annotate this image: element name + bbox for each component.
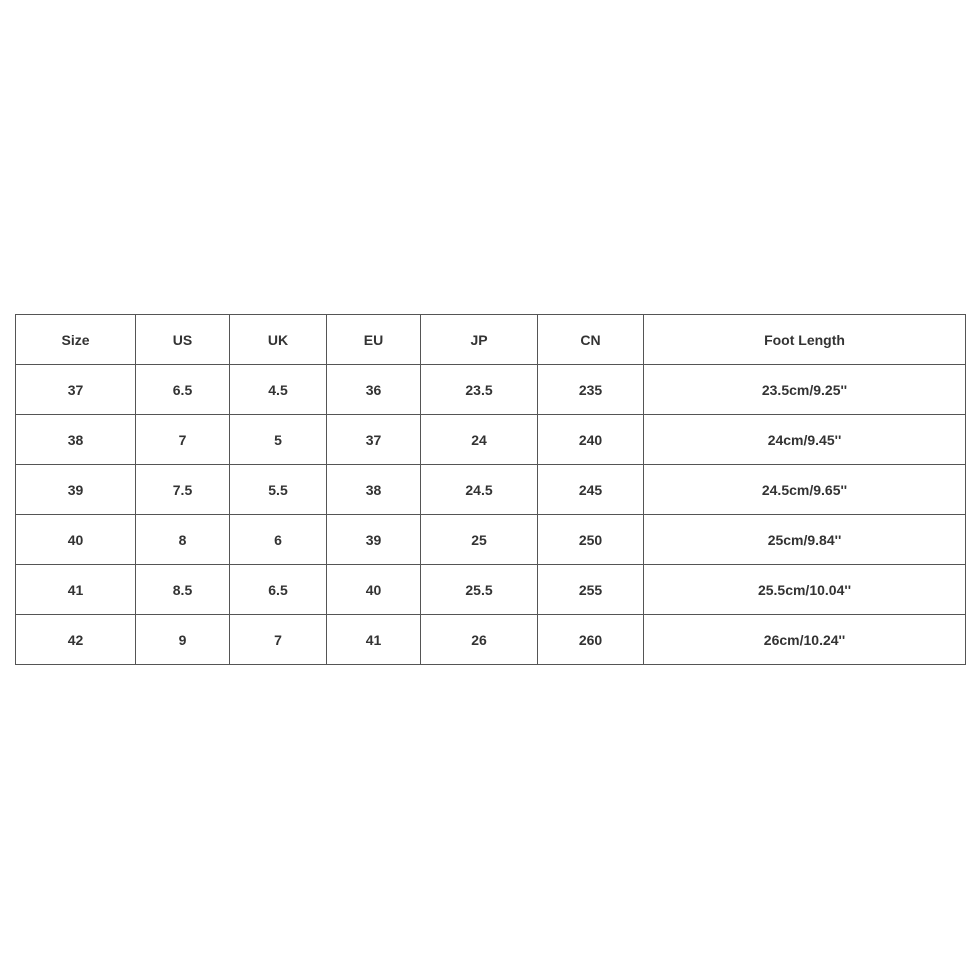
table-header-row	[16, 315, 966, 365]
cell-us: 9	[136, 615, 230, 665]
cell-foot-length: 24.5cm/9.65''	[644, 465, 966, 515]
cell-jp: 25	[421, 515, 538, 565]
header-foot-length: Foot Length	[644, 315, 966, 365]
table-row	[16, 515, 966, 565]
cell-foot-length: 26cm/10.24''	[644, 615, 966, 665]
table-row	[16, 465, 966, 515]
cell-eu: 36	[327, 365, 421, 415]
cell-cn: 235	[538, 365, 644, 415]
cell-size: 38	[16, 415, 136, 465]
cell-eu: 37	[327, 415, 421, 465]
size-chart-table	[15, 314, 966, 665]
cell-us: 8	[136, 515, 230, 565]
cell-uk: 7	[230, 615, 327, 665]
cell-eu: 39	[327, 515, 421, 565]
cell-cn: 245	[538, 465, 644, 515]
table-row	[16, 365, 966, 415]
header-us: US	[136, 315, 230, 365]
cell-cn: 240	[538, 415, 644, 465]
cell-size: 40	[16, 515, 136, 565]
cell-us: 7	[136, 415, 230, 465]
cell-size: 42	[16, 615, 136, 665]
cell-jp: 24	[421, 415, 538, 465]
cell-cn: 260	[538, 615, 644, 665]
cell-us: 7.5	[136, 465, 230, 515]
cell-uk: 4.5	[230, 365, 327, 415]
cell-uk: 6	[230, 515, 327, 565]
cell-jp: 24.5	[421, 465, 538, 515]
cell-eu: 41	[327, 615, 421, 665]
table-row	[16, 565, 966, 615]
cell-us: 8.5	[136, 565, 230, 615]
cell-jp: 25.5	[421, 565, 538, 615]
table-row	[16, 615, 966, 665]
cell-foot-length: 23.5cm/9.25''	[644, 365, 966, 415]
header-eu: EU	[327, 315, 421, 365]
cell-jp: 26	[421, 615, 538, 665]
cell-foot-length: 25cm/9.84''	[644, 515, 966, 565]
header-uk: UK	[230, 315, 327, 365]
table-row	[16, 415, 966, 465]
cell-size: 41	[16, 565, 136, 615]
cell-cn: 255	[538, 565, 644, 615]
cell-cn: 250	[538, 515, 644, 565]
cell-uk: 6.5	[230, 565, 327, 615]
cell-jp: 23.5	[421, 365, 538, 415]
header-size: Size	[16, 315, 136, 365]
cell-size: 37	[16, 365, 136, 415]
header-jp: JP	[421, 315, 538, 365]
cell-eu: 38	[327, 465, 421, 515]
cell-us: 6.5	[136, 365, 230, 415]
cell-foot-length: 24cm/9.45''	[644, 415, 966, 465]
cell-uk: 5.5	[230, 465, 327, 515]
cell-uk: 5	[230, 415, 327, 465]
cell-eu: 40	[327, 565, 421, 615]
header-cn: CN	[538, 315, 644, 365]
cell-foot-length: 25.5cm/10.04''	[644, 565, 966, 615]
cell-size: 39	[16, 465, 136, 515]
